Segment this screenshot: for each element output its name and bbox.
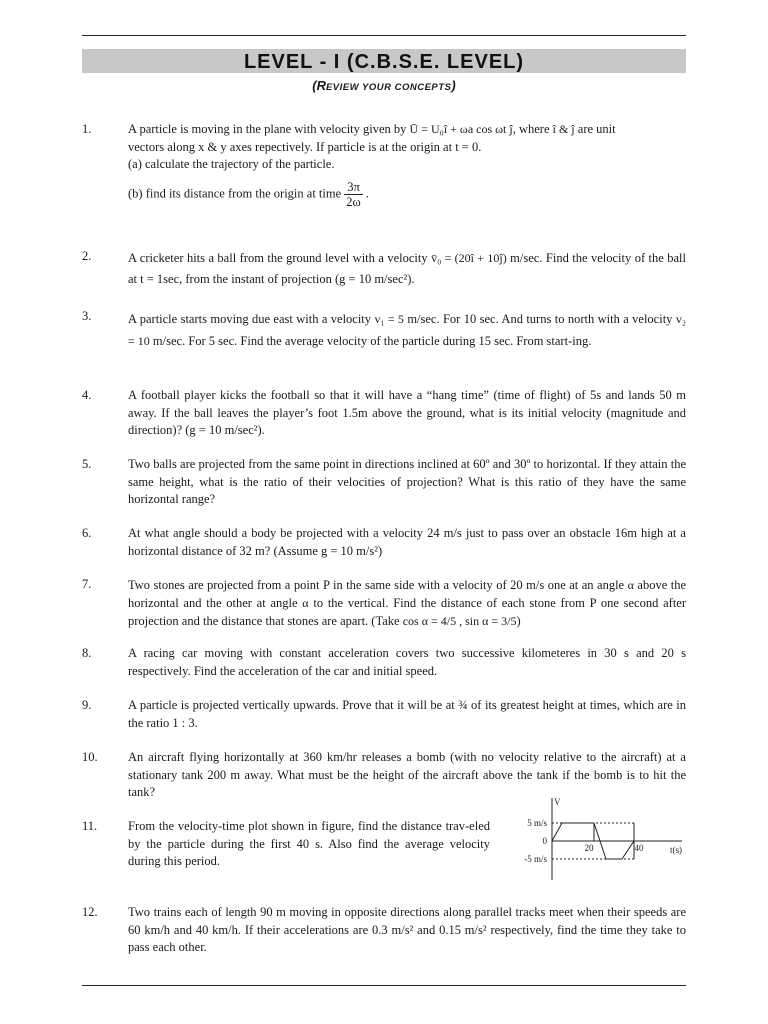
y-top-label: 5 m/s — [527, 818, 547, 828]
q7-text-d: ) — [516, 614, 521, 628]
q1-text-b: , where — [512, 122, 550, 136]
x-tick-20: 20 — [584, 843, 594, 853]
q3-text-a: A particle starts moving due east with a velocity — [128, 312, 372, 326]
x-tick-40: 40 — [634, 843, 644, 853]
q1-line2: vectors along x & y axes repectively. If particle is at the origin at t = 0. — [128, 139, 482, 154]
question-number: 12. — [82, 905, 98, 919]
question-text — [128, 576, 686, 630]
bottom-rule — [82, 985, 686, 986]
q2-text-a: A cricketer hits a ball from the ground level with a velocity — [128, 251, 428, 265]
question-text: Two balls are projected from the same point in directions inclined at 60º and 30º to horizontal. If they attain the same height, what is the ratio of their velocities of projection? What is this ratio of they have the same horizontal range? — [128, 457, 686, 506]
question-text: A racing car moving with constant acceleration covers two successive kilometeres in 30 s and 20 s respectively. Find the acceleration of the car and initial speed. — [128, 646, 686, 678]
y-zero-label: 0 — [542, 836, 547, 846]
question-text — [128, 248, 686, 290]
y-axis-label: V — [554, 797, 561, 807]
question-number: 7. — [82, 577, 92, 591]
q1-text-c: are unit — [577, 122, 616, 136]
q3-text-c: m/sec. For 5 sec. Find the average velocity of the particle during 15 sec. From start-ing. — [152, 334, 592, 348]
question-number: 10. — [82, 750, 98, 764]
q1-velocity-formula: Ū = U₀î + ωa cos ωt ĵ — [409, 122, 513, 136]
q1-part-a: (a) calculate the trajectory of the particle. — [128, 157, 335, 171]
question-number: 2. — [82, 249, 92, 263]
question-text: A particle is projected vertically upwards. Prove that it will be at ¾ of its greatest height at times, which are in the ratio 1 : 3. — [128, 698, 686, 730]
question-number: 3. — [82, 309, 92, 323]
top-rule — [82, 35, 686, 36]
question-number: 1. — [82, 122, 92, 136]
fraction-denominator: 2ω — [346, 194, 361, 209]
q7-text-b: above the horizontal and the other at angle — [128, 578, 687, 610]
question-text: From the velocity-time plot shown in figure, find the distance trav-eled by the particle during the first 40 s. Also find the average velocity during this period. — [128, 819, 490, 868]
x-axis-label: t(s) — [670, 845, 682, 855]
alpha-symbol: α — [302, 596, 309, 610]
question-number: 6. — [82, 526, 92, 540]
banner-title: LEVEL - I (C.B.S.E. LEVEL) — [243, 51, 525, 73]
question-number: 4. — [82, 388, 92, 402]
subtitle-smallcaps: EVIEW YOUR CONCEPTS — [325, 82, 452, 93]
question-text — [128, 121, 686, 209]
question-text: An aircraft flying horizontally at 360 km/hr releases a bomb (with no velocity relative to the aircraft) at a stationary tank 200 m away. What must be the height of the aircraft above the tank if the bomb is to hit the tank? — [128, 750, 686, 799]
question-text: At what angle should a body be projected with a velocity 24 m/s just to pass over an obstacle 16m high at a horizontal distance of 32 m? (Assume g = 10 m/s²) — [128, 526, 686, 558]
fraction-numerator: 3π — [344, 180, 362, 195]
level-banner — [82, 49, 686, 73]
q1-time-fraction — [344, 180, 362, 209]
question-text: A football player kicks the football so that it will have a “hang time” (time of flight) of 5s and lands 50 m away. If the ball leaves the player’s foot 1.5m above the ground, what is its initial velocity (magnitude and direction)? (g = 10 m/sec²). — [128, 388, 686, 437]
q3-velocity-1: v₁ = 5 — [374, 312, 404, 326]
q1-part-b-end: . — [365, 185, 370, 200]
subtitle-close: ) — [451, 78, 456, 93]
q7-trig-formula: cos α = 4/5 , sin α = 3/5 — [402, 614, 517, 628]
question-number: 11. — [82, 819, 98, 833]
q3-velocity-2: v₂ = 10 — [128, 312, 687, 348]
subtitle-open: (R — [312, 78, 326, 93]
question-text: Two trains each of length 90 m moving in opposite directions along parallel tracks meet when their speeds are 60 km/h and 40 km/h. If their accelerations are 0.3 m/s² and 0.15 m/s² respectively, find the time they take to pass each other. — [128, 905, 686, 954]
q3-text-b: m/sec. For 10 sec. And turns to north with a velocity — [407, 312, 673, 326]
question-number: 8. — [82, 646, 92, 660]
q7-text-c: to the vertical. Find the distance of each stone from P one second after projection and the distance that stones are apart. (Take — [128, 596, 687, 628]
alpha-symbol: α — [627, 578, 634, 592]
q1-part-b: (b) find its distance from the origin at time — [128, 185, 342, 200]
question-number: 5. — [82, 457, 92, 471]
q1-text-a: A particle is moving in the plane with velocity given by — [128, 122, 407, 136]
subtitle — [0, 78, 768, 93]
q1-unit-vectors: î & ĵ — [552, 122, 575, 136]
question-text — [128, 308, 686, 352]
question-number: 9. — [82, 698, 92, 712]
y-bottom-label: -5 m/s — [524, 854, 547, 864]
q7-text-a: Two stones are projected from a point P in the same side with a velocity of 20 m/s one at an angle — [128, 578, 625, 592]
q2-text-b: m/sec. Find the velocity of the ball at t = 1sec, from the instant of projection (g = 10 m/sec²). — [128, 251, 687, 286]
q2-velocity-formula: v̄₀ = (20î + 10ĵ) — [431, 251, 507, 265]
velocity-time-graph — [500, 796, 700, 886]
